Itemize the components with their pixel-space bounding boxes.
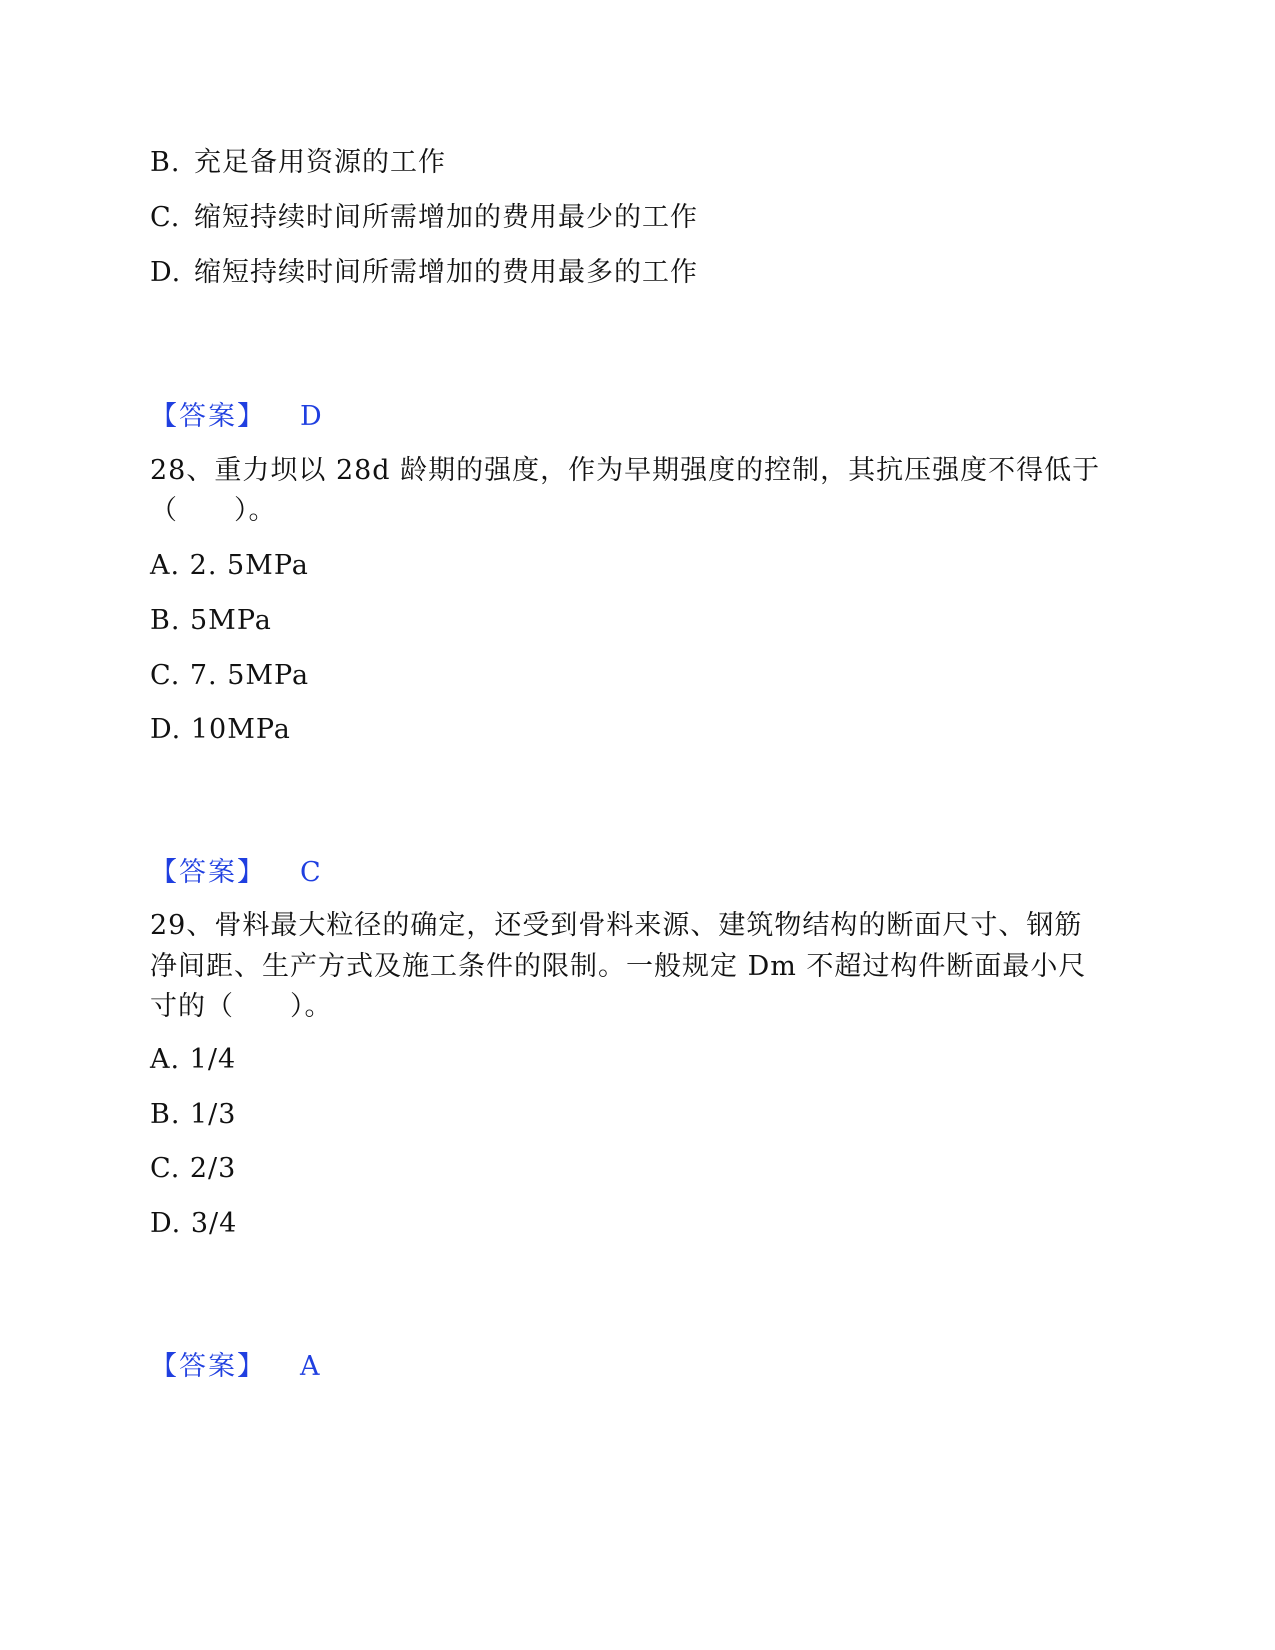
- option-letter: D.: [150, 257, 182, 288]
- answer-q27: [150, 400, 322, 434]
- option-text: 缩短持续时间所需增加的费用最少的工作: [194, 202, 698, 233]
- answer-value: D: [300, 401, 322, 432]
- option-letter: C.: [150, 202, 181, 233]
- answer-value: C: [300, 857, 321, 888]
- answer-label: 【答案】: [150, 401, 266, 432]
- option-text: 缩短持续时间所需增加的费用最多的工作: [194, 257, 698, 288]
- question-28-stem-line-1: 28、重力坝以 28d 龄期的强度，作为早期强度的控制，其抗压强度不得低于: [150, 455, 1101, 486]
- question-28-option-a: A. 2. 5MPa: [150, 550, 309, 581]
- option-b: [150, 146, 446, 180]
- question-29-option-c: C. 2/3: [150, 1153, 237, 1184]
- question-28-option-d: D. 10MPa: [150, 714, 291, 745]
- question-28-option-b: B. 5MPa: [150, 605, 272, 636]
- option-d: [150, 256, 698, 290]
- answer-q29: [150, 1350, 320, 1384]
- answer-q28: [150, 856, 321, 890]
- answer-label: 【答案】: [150, 1351, 266, 1382]
- option-text: 充足备用资源的工作: [194, 147, 446, 178]
- question-29-option-a: A. 1/4: [150, 1044, 237, 1075]
- option-letter: B.: [150, 147, 181, 178]
- question-29-option-b: B. 1/3: [150, 1099, 237, 1130]
- question-29-stem-line-3: 寸的（ ）。: [150, 991, 333, 1022]
- question-28-stem-line-2: （ ）。: [150, 495, 277, 526]
- question-29-option-d: D. 3/4: [150, 1208, 238, 1239]
- option-c: [150, 201, 698, 235]
- answer-label: 【答案】: [150, 857, 266, 888]
- question-29-stem-line-1: 29、骨料最大粒径的确定，还受到骨料来源、建筑物结构的断面尺寸、钢筋: [150, 910, 1083, 941]
- answer-value: A: [300, 1351, 320, 1382]
- question-28-option-c: C. 7. 5MPa: [150, 660, 310, 691]
- question-29-stem-line-2: 净间距、生产方式及施工条件的限制。一般规定 Dm 不超过构件断面最小尺: [150, 951, 1087, 982]
